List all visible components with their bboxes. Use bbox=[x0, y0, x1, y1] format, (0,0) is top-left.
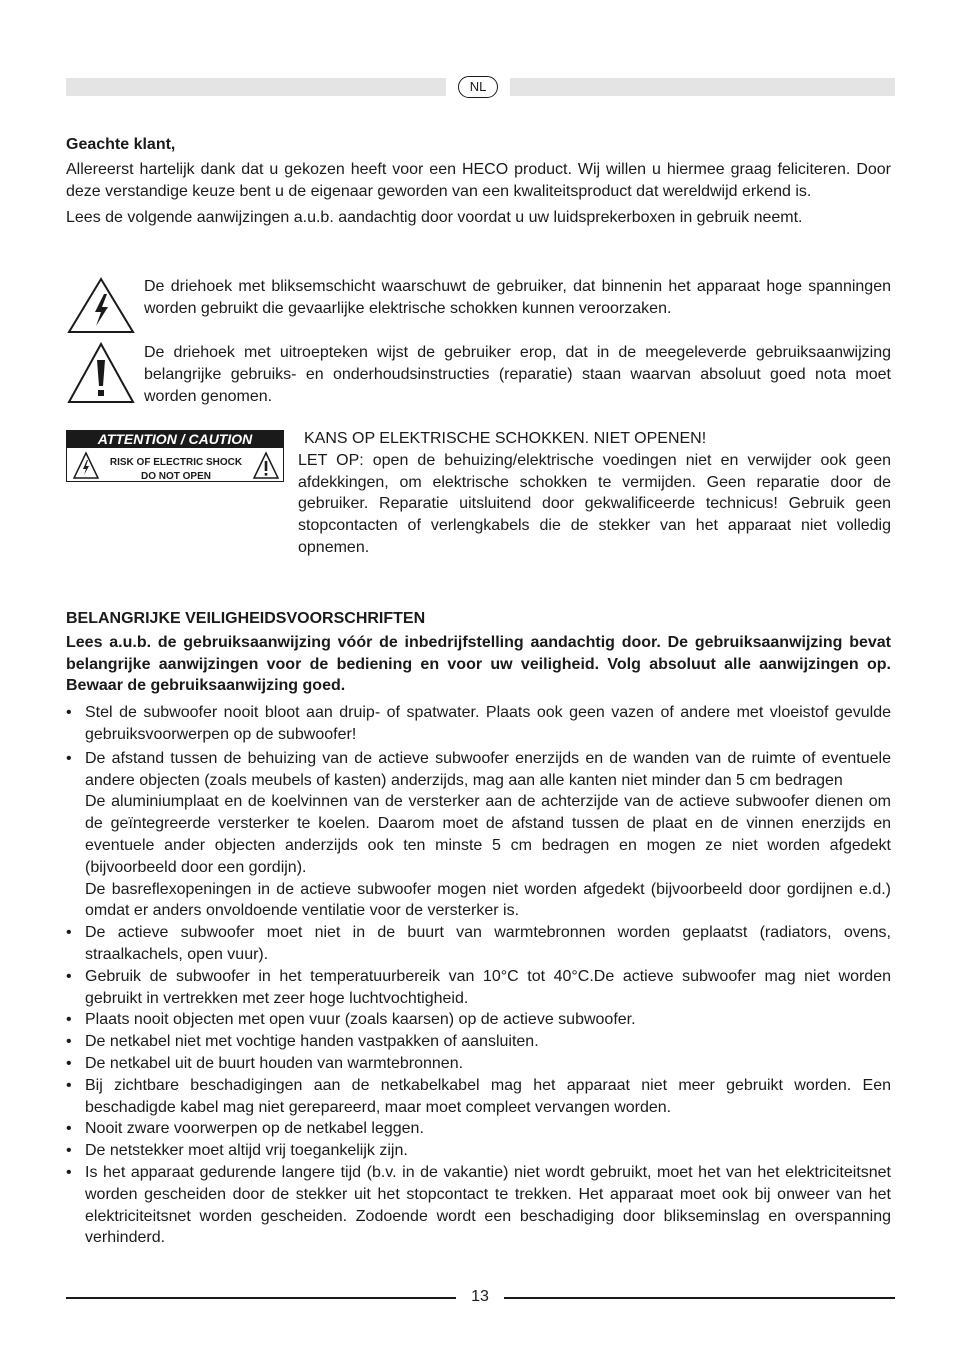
list-item-paragraph: De aluminiumplaat en de koelvinnen van de versterker aan de achterzijde van de actieve subwoofer dienen om de geïntegreerde versterker te koelen. Daarom moet de afstand tussen de plaat en de vinnen enerzijds en eventuele ander objecten anderzijds ook ten minste 5 cm bedragen en mogen ze niet worden afgedekt (bijvoorbeeld door een gordijn). bbox=[85, 793, 891, 876]
greeting: Geachte klant, bbox=[66, 136, 176, 153]
safety-section bbox=[66, 608, 891, 1249]
list-item: • Nooit zware voorwerpen op de netkabel leggen. bbox=[66, 1118, 891, 1140]
lightning-warning-text: De driehoek met bliksemschicht waarschuwt de gebruiker, dat binnenin het apparaat hoge spanningen worden gebruikt die gevaarlijke elektrische schokken kunnen veroorzaken. bbox=[144, 278, 891, 317]
safety-intro: Lees a.u.b. de gebruiksaanwijzing vóór de inbedrijfstelling aandachtig door. De gebruiksaanwijzing bevat belangrijke aanwijzingen voor de bediening en voor uw veiligheid. Volg absoluut alle aanwijzingen op. Bewaar de gebruiksaanwijzing goed. bbox=[66, 633, 891, 695]
list-item: • De netkabel niet met vochtige handen vastpakken of aansluiten. bbox=[66, 1031, 891, 1053]
caution-label-title: ATTENTION / CAUTION bbox=[67, 431, 283, 448]
language-badge: NL bbox=[458, 76, 498, 98]
caution-body: LET OP: open de behuizing/elektrische voedingen niet en verwijder ook geen afdekkingen, om elektrische schokken te vermijden. Geen reparatie door de gebruiker. Reparatie uitsluitend door gekwalificeerde technicus! Gebruik geen stopcontacten of verlengkabels die de stekker van het apparaat niet volledig opnemen. bbox=[298, 451, 891, 556]
caution-heading: KANS OP ELEKTRISCHE SCHOKKEN. NIET OPENEN! bbox=[304, 430, 707, 447]
small-lightning-icon bbox=[73, 451, 99, 479]
exclamation-warning-text: De driehoek met uitroepteken wijst de gebruiker erop, dat in de meegeleverde gebruiksaanwijzing belangrijke gebruiks- en onderhoudsinstructies (reparatie) staan waarvan absoluut goed nota moet worden genomen. bbox=[144, 344, 891, 405]
lightning-warning bbox=[66, 276, 891, 341]
list-item: • Is het apparaat gedurende langere tijd (b.v. in de vakantie) niet wordt gebruikt, moet het van het elektriciteitsnet worden gescheiden door de stekker uit het stopcontact te trekken. Het apparaat moet ook bij onweer van het elektriciteitsnet worden gescheiden. Zodoende wordt een beschadiging door blikseminslag en overspanning verhinderd. bbox=[66, 1162, 891, 1249]
list-item: • De afstand tussen de behuizing van de actieve subwoofer enerzijds en de wanden van de ruimte of eventuele andere objecten (zoals meubels of kasten) anderzijds, mag aan alle kanten niet minder dan 5 cm bedragen De aluminiumplaat en de koelvinnen van de versterker aan de achterzijde van de actieve subwoofer dienen om de geïntegreerde versterker te koelen. Daarom moet de afstand tussen de plaat en de vinnen enerzijds en eventuele ander objecten anderzijds ook ten minste 5 cm bedragen en mogen ze niet worden afgedekt (bijvoorbeeld door een gordijn). De basreflexopeningen in de actieve subwoofer mogen niet worden afgedekt (bijvoorbeeld door gordijnen e.d.) omdat er anders onvoldoende ventilatie voor de versterker is. bbox=[66, 748, 891, 922]
list-item: • De netkabel uit de buurt houden van warmtebronnen. bbox=[66, 1053, 891, 1075]
list-item-paragraph: De basreflexopeningen in de actieve subwoofer mogen niet worden afgedekt (bijvoorbeeld door gordijnen e.d.) omdat er anders onvoldoende ventilatie voor de versterker is. bbox=[85, 880, 891, 920]
instruction-paragraph: Lees de volgende aanwijzingen a.u.b. aandachtig door voordat u uw luidsprekerboxen in gebruik neemt. bbox=[66, 209, 803, 227]
page-number: 13 bbox=[471, 1288, 489, 1305]
list-item: • Stel de subwoofer nooit bloot aan druip- of spatwater. Plaats ook geen vazen of andere met vloeistof gevulde gebruiksvoorwerpen op de subwoofer! bbox=[66, 702, 891, 746]
list-item: • De netstekker moet altijd vrij toegankelijk zijn. bbox=[66, 1140, 891, 1162]
caution-label-line2: DO NOT OPEN bbox=[140, 471, 211, 482]
list-item: • Gebruik de subwoofer in het temperatuurbereik van 10°C tot 40°C.De actieve subwoofer mag niet worden gebruikt in vertrekken met zeer hoge luchtvochtigheid. bbox=[66, 966, 891, 1010]
caution-label-line1: RISK OF ELECTRIC SHOCK bbox=[109, 457, 243, 468]
footer-rule-left bbox=[66, 1297, 456, 1299]
list-item: • Bij zichtbare beschadigingen aan de netkabelkabel mag het apparaat niet meer gebruikt worden. Een beschadigde kabel mag niet gerepareerd, maar moet compleet vervangen worden. bbox=[66, 1075, 891, 1119]
footer-rule-right bbox=[504, 1297, 895, 1299]
small-exclamation-icon bbox=[253, 451, 279, 479]
intro-paragraph: Allereerst hartelijk dank dat u gekozen heeft voor een HECO product. Wij willen u hiermee graag feliciteren. Door deze verstandige keuze bent u de eigenaar geworden van een kwaliteitsproduct dat wereldwijd erkend is. bbox=[66, 160, 891, 200]
safety-title: BELANGRIJKE VEILIGHEIDSVOORSCHRIFTEN bbox=[66, 610, 426, 627]
exclamation-warning bbox=[66, 342, 891, 411]
caution-text bbox=[298, 428, 891, 559]
list-item: • De actieve subwoofer moet niet in de buurt van warmtebronnen worden geplaatst (radiators, ovens, straalkachels, open vuur). bbox=[66, 922, 891, 966]
lightning-triangle-icon bbox=[66, 276, 138, 341]
list-item: • Plaats nooit objecten met open vuur (zoals kaarsen) op de actieve subwoofer. bbox=[66, 1009, 891, 1031]
safety-list bbox=[66, 702, 891, 1249]
caution-label bbox=[66, 430, 284, 482]
exclamation-triangle-icon bbox=[66, 342, 138, 411]
page-content bbox=[66, 134, 891, 1247]
